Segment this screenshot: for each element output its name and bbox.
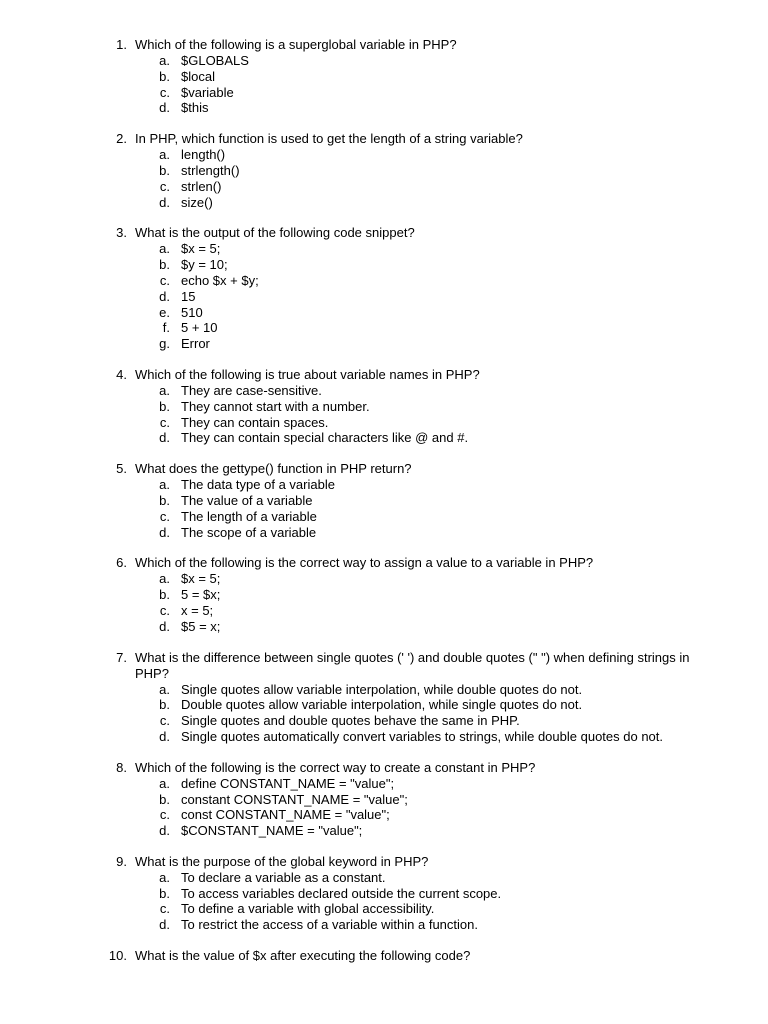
question-line [0, 367, 725, 383]
option-item [0, 53, 768, 69]
option-item [0, 336, 768, 352]
option-list [0, 383, 768, 446]
option-text: To define a variable with global accessibility. [181, 901, 435, 917]
question-number: 4. [116, 366, 127, 382]
option-letter: b. [159, 885, 170, 901]
option-letter: d. [159, 728, 170, 744]
option-item [0, 901, 768, 917]
question-text: Which of the following is true about variable names in PHP? [135, 366, 480, 382]
option-text: They are case-sensitive. [181, 382, 322, 398]
question-text: What is the output of the following code snippet? [135, 225, 415, 241]
option-text: They can contain special characters like @ and #. [181, 430, 469, 446]
option-item [0, 917, 768, 933]
option-item [0, 587, 768, 603]
question-number: 8. [116, 759, 127, 775]
option-text: define CONSTANT_NAME = "value"; [181, 775, 395, 791]
option-text: $this [181, 100, 209, 116]
option-text: 5 = $x; [181, 587, 221, 603]
option-letter: c. [159, 414, 170, 430]
option-item [0, 792, 768, 808]
option-text: echo $x + $y; [181, 272, 259, 288]
option-letter: g. [159, 336, 170, 352]
option-text: The data type of a variable [181, 477, 335, 493]
question [0, 37, 768, 116]
option-letter: a. [159, 382, 170, 398]
option-item [0, 399, 768, 415]
question [0, 555, 768, 634]
option-text: length() [181, 147, 226, 163]
option-list [0, 147, 768, 210]
option-letter: d. [159, 100, 170, 116]
option-letter: d. [159, 194, 170, 210]
option-letter: c. [159, 901, 170, 917]
option-item [0, 619, 768, 635]
question [0, 760, 768, 839]
option-item [0, 85, 768, 101]
option-item [0, 195, 768, 211]
option-text: 5 + 10 [181, 320, 218, 336]
question-line [0, 854, 725, 870]
option-item [0, 163, 768, 179]
option-letter: e. [159, 304, 170, 320]
option-text: Single quotes allow variable interpolation, while double quotes do not. [181, 681, 583, 697]
option-item [0, 241, 768, 257]
option-letter: a. [159, 477, 170, 493]
option-text: x = 5; [181, 602, 214, 618]
option-item [0, 823, 768, 839]
option-letter: d. [159, 917, 170, 933]
option-text: $local [181, 68, 215, 84]
question-number: 6. [116, 555, 127, 571]
option-item [0, 525, 768, 541]
option-item [0, 305, 768, 321]
quiz-document [0, 37, 768, 979]
question-number: 5. [116, 461, 127, 477]
option-text: They can contain spaces. [181, 414, 329, 430]
option-item [0, 603, 768, 619]
option-list [0, 53, 768, 116]
option-text: $x = 5; [181, 241, 221, 257]
option-text: $CONSTANT_NAME = "value"; [181, 823, 363, 839]
option-item [0, 273, 768, 289]
option-letter: a. [159, 869, 170, 885]
option-text: Double quotes allow variable interpolation, while single quotes do not. [181, 697, 583, 713]
option-text: To declare a variable as a constant. [181, 869, 386, 885]
question-number: 10. [108, 948, 127, 964]
option-letter: a. [159, 147, 170, 163]
question-text: In PHP, which function is used to get the length of a string variable? [135, 131, 523, 147]
question-line [0, 760, 725, 776]
option-text: $y = 10; [181, 257, 228, 273]
question-line [0, 461, 725, 477]
option-letter: a. [159, 571, 170, 587]
option-item [0, 415, 768, 431]
option-item [0, 257, 768, 273]
option-item [0, 320, 768, 336]
question [0, 854, 768, 933]
option-item [0, 571, 768, 587]
question-number: 7. [116, 649, 127, 665]
option-text: size() [181, 194, 213, 210]
question-text: Which of the following is the correct way to assign a value to a variable in PHP? [135, 555, 594, 571]
option-item [0, 682, 768, 698]
option-letter: d. [159, 823, 170, 839]
question-text: What is the value of $x after executing the following code? [135, 948, 471, 964]
question-line [0, 225, 725, 241]
option-item [0, 430, 768, 446]
option-letter: c. [159, 713, 170, 729]
option-list [0, 241, 768, 352]
option-text: strlength() [181, 162, 240, 178]
option-letter: b. [159, 697, 170, 713]
question-line [0, 948, 725, 964]
option-letter: d. [159, 618, 170, 634]
question [0, 650, 768, 745]
question-text: Which of the following is a superglobal variable in PHP? [135, 37, 457, 52]
option-item [0, 870, 768, 886]
option-text: Error [181, 336, 210, 352]
question-text: What is the purpose of the global keyword in PHP? [135, 853, 429, 869]
option-list [0, 571, 768, 634]
question [0, 948, 768, 964]
option-letter: a. [159, 681, 170, 697]
option-text: The length of a variable [181, 508, 317, 524]
option-item [0, 383, 768, 399]
option-letter: b. [159, 257, 170, 273]
option-letter: b. [159, 398, 170, 414]
option-item [0, 509, 768, 525]
option-text: 15 [181, 288, 196, 304]
option-text: $GLOBALS [181, 53, 249, 68]
option-letter: c. [159, 602, 170, 618]
option-text: To access variables declared outside the current scope. [181, 885, 502, 901]
option-letter: a. [159, 53, 170, 68]
option-letter: c. [159, 508, 170, 524]
question-number: 2. [116, 131, 127, 147]
option-letter: b. [159, 68, 170, 84]
question [0, 367, 768, 446]
option-item [0, 886, 768, 902]
option-text: constant CONSTANT_NAME = "value"; [181, 791, 408, 807]
option-letter: b. [159, 492, 170, 508]
question-line [0, 131, 725, 147]
option-letter: a. [159, 241, 170, 257]
question-line [0, 650, 725, 682]
option-item [0, 289, 768, 305]
question-text: Which of the following is the correct way to create a constant in PHP? [135, 759, 536, 775]
option-item [0, 776, 768, 792]
option-item [0, 100, 768, 116]
option-text: $x = 5; [181, 571, 221, 587]
option-text: const CONSTANT_NAME = "value"; [181, 807, 390, 823]
option-list [0, 477, 768, 540]
option-text: The value of a variable [181, 492, 313, 508]
question [0, 131, 768, 210]
option-letter: a. [159, 775, 170, 791]
option-letter: d. [159, 430, 170, 446]
option-text: The scope of a variable [181, 524, 317, 540]
option-letter: d. [159, 288, 170, 304]
option-list [0, 682, 768, 745]
option-item [0, 69, 768, 85]
option-letter: b. [159, 791, 170, 807]
option-letter: c. [159, 272, 170, 288]
option-item [0, 493, 768, 509]
option-letter: f. [162, 320, 170, 336]
option-letter: b. [159, 587, 170, 603]
question-number: 9. [116, 853, 127, 869]
option-list [0, 870, 768, 933]
option-text: They cannot start with a number. [181, 398, 370, 414]
option-letter: c. [159, 807, 170, 823]
option-text: strlen() [181, 178, 222, 194]
option-text: To restrict the access of a variable within a function. [181, 917, 478, 933]
question-line [0, 37, 725, 53]
option-item [0, 179, 768, 195]
option-text: $5 = x; [181, 618, 221, 634]
question [0, 461, 768, 540]
option-letter: d. [159, 524, 170, 540]
option-item [0, 729, 768, 745]
option-item [0, 147, 768, 163]
option-text: Single quotes and double quotes behave the same in PHP. [181, 713, 520, 729]
option-text: $variable [181, 84, 234, 100]
option-item [0, 477, 768, 493]
option-text: Single quotes automatically convert variables to strings, while double quotes do not. [181, 728, 664, 744]
question-text: What is the difference between single quotes (' ') and double quotes (" ") when defining strings in PHP? [135, 649, 690, 681]
option-item [0, 807, 768, 823]
option-item [0, 713, 768, 729]
option-letter: c. [159, 84, 170, 100]
question [0, 225, 768, 352]
question-line [0, 555, 725, 571]
option-letter: b. [159, 162, 170, 178]
option-text: 510 [181, 304, 203, 320]
question-text: What does the gettype() function in PHP return? [135, 461, 412, 477]
option-list [0, 776, 768, 839]
question-number: 3. [116, 225, 127, 241]
question-number: 1. [116, 37, 127, 52]
option-letter: c. [159, 178, 170, 194]
option-item [0, 697, 768, 713]
